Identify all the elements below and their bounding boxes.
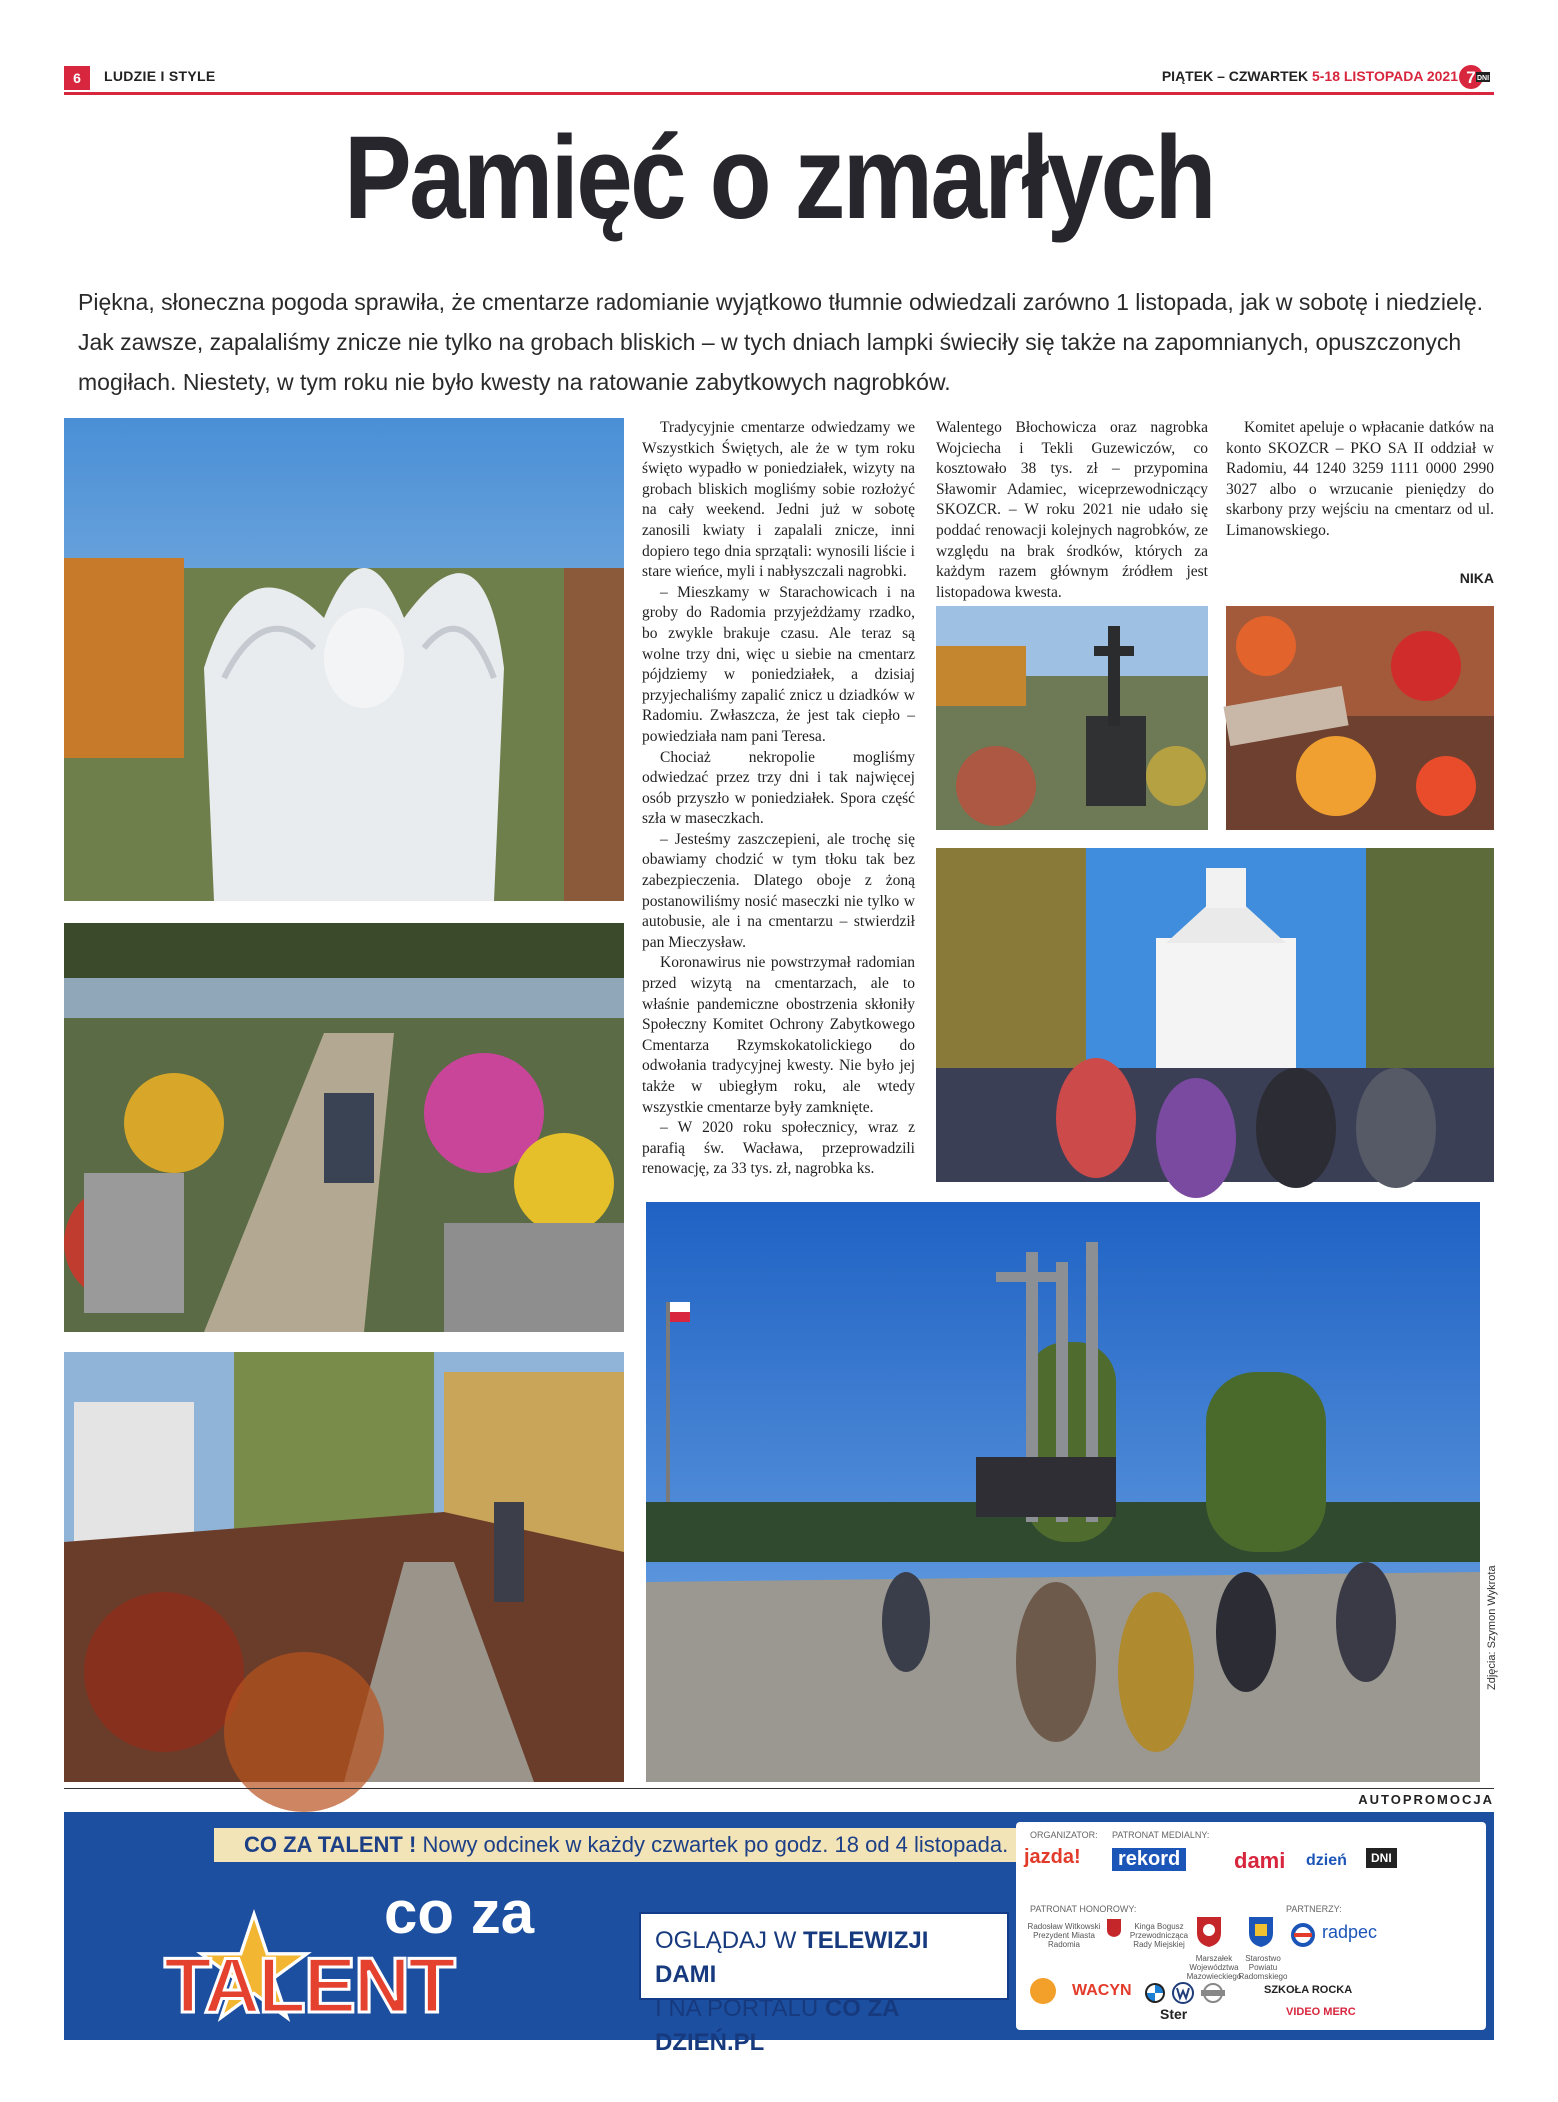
logo-dni-text: DNI [1476,75,1490,82]
photo-lighting-candles [1226,606,1494,830]
banner-top-bar [214,1828,1074,1862]
date-prefix: PIĄTEK – CZWARTEK [1161,68,1309,84]
logo-coza-jazda: jazda! [1024,1846,1081,1868]
byline: NIKA [1459,570,1494,586]
figure-icon [1028,1976,1058,2006]
header-rule [64,92,1494,95]
radpec-icon [1292,1924,1320,1946]
logo-video-merc: VIDEO MERC [1286,2006,1356,2018]
honorary-1: Radosław Witkowski Prezydent Miasta Radomia [1027,1922,1101,1949]
honorary-patron-label: PATRONAT HONOROWY: [1030,1904,1137,1914]
photo-memorial-candles [64,1352,624,1782]
article-column-1 [642,418,915,1180]
organizer-label: ORGANIZATOR: [1030,1830,1098,1840]
article-column-3 [1226,418,1494,542]
banner-watch-box [639,1912,1009,2056]
photo-angel-statue [64,418,624,901]
photo-crosses-monument-crowd [646,1202,1480,1782]
banner-watch-line-1: OGLĄDAJ W TELEWIZJI DAMI [655,1927,929,1988]
banner-top-thin: Nowy odcinek w każdy czwartek po godz. 18 od 4 listopada. [422,1832,1009,1857]
logo-wacyn: WACYN [1072,1982,1132,1999]
photo-cemetery-cross [936,606,1208,830]
svg-text:7: 7 [1466,68,1476,87]
sponsors-panel [1016,1822,1486,2030]
photo-cemetery-graves-candles [64,923,624,1332]
logo-radpec: radpec [1322,1922,1378,1942]
article-column-2 [936,418,1208,603]
banner-title-coza: co za [384,1879,535,1946]
autopromo-label: AUTOPROMOCJA [1358,1792,1494,1807]
photo-chapel-crowd [936,848,1494,1182]
honorary-2: Kinga Bogusz Przewodnicząca Rady Miejskiej [1129,1922,1189,1949]
banner-top-strong: CO ZA TALENT ! [244,1832,417,1857]
article-paragraph: Komitet apeluje o wpłacanie datków na konto SKOZCR – PKO SA II oddział w Radomiu, 44 1240 3259 1111 0000 2990 3027 albo o wrzucanie pieniędzy do skarbony przy wejściu na cmentarz od ul. Limanowskiego. [1226,419,1494,539]
bmw-icon [1144,1982,1166,2004]
date-range: 5-18 LISTOPADA 2021 [1311,68,1458,84]
article-paragraph: Koronawirus nie powstrzymał radomian przed wizytą na cmentarzach, ale to właśnie pandemiczne obostrzenia skłoniły Społeczny Komitet Ochrony Zabytkowego Cmentarza Rzymskokatolickiego do odwołania tradycyjnej kwesty. Nie było jej także w ubiegłym roku, ale wtedy wszystkie cmentarze były zamknięte. [642,954,915,1116]
section-label: LUDZIE I STYLE [104,68,216,84]
crest-icon [1106,1918,1122,1938]
7dni-logo [1458,64,1490,90]
powiat-crest-icon [1248,1916,1274,1948]
bottom-rule [64,1788,1494,1789]
logo-coza-dzien: dzień [1306,1852,1347,1869]
article-paragraph: – Jesteśmy zaszczepieni, ale trochę się obawiamy chodzić w tym tłoku tak bez zabezpieczenia. Dlatego oboje z żoną postanowiliśmy nosić maseczki nie tylko w autobusie, ale i na cmentarzu – stwierdził pan Mieczysław. [642,830,915,951]
article-paragraph: Tradycyjnie cmentarze odwiedzamy we Wszystkich Świętych, ale że w tym roku święto wypadło w poniedziałek, wizyty na grobach bliskich mogliśmy sobie rozłożyć na cały weekend. Jedni już w sobotę zanosili kwiaty i zapalali znicze, inni dopiero tego dnia sprzątali: wynosili liście i stare wieńce, myli i nabłyszczali nagrobki. [642,419,915,581]
logo-szkola-rocka: SZKOŁA ROCKA [1264,1984,1353,1996]
article-paragraph: Walentego Błochowicza oraz nagrobka Wojciecha i Tekli Guzewiczów, co kosztowało 38 tys. zł – przypomina Sławomir Adamiec, wiceprzewodniczący SKOZCR. – W roku 2021 nie udało się poddać renowacji kolejnych nagrobków, ze względu na brak środków, których za każdym razem głównym źródłem jest listopadowa kwesta. [936,419,1208,601]
nissan-icon [1200,1982,1226,2004]
mazowsze-crest-icon [1196,1916,1222,1948]
media-patron-label: PATRONAT MEDIALNY: [1112,1830,1210,1840]
photo-credit: Zdjęcia: Szymon Wykrota [1486,1565,1498,1690]
article-paragraph: – Mieszkamy w Starachowicach i na groby do Radomia przyjeżdżamy rzadko, bo zwykle brakuje czasu. Ale teraz są wolne trzy dni, więc u siebie na cmentarz pójdziemy w poniedziałek, a dzisiaj przyjechaliśmy zapalić znicz u dziadków w Radomiu. Zwłaszcza, że jest tak ciepło – powiedziała nam pani Teresa. [642,583,915,745]
logo-ster: Ster [1160,2006,1188,2022]
logo-rekord: rekord [1112,1848,1186,1871]
banner-title-talent: TALENT [164,1941,454,2029]
honorary-4: Starostwo Powiatu Radomskiego [1238,1954,1288,1981]
partners-label: PARTNERZY: [1286,1904,1342,1914]
headline: Pamięć o zmarłych [344,112,1214,244]
honorary-3: Marszałek Województwa Mazowieckiego [1186,1954,1242,1981]
logo-dami: dami [1234,1848,1286,1873]
logo-7dni: DNI [1366,1848,1397,1868]
article-paragraph: – W 2020 roku społecznicy, wraz z parafią św. Wacława, przeprowadzili renowację, za 33 tys. zł, nagrobka ks. [642,1119,915,1178]
lead-paragraph: Piękna, słoneczna pogoda sprawiła, że cmentarze radomianie wyjątkowo tłumnie odwiedzali zarówno 1 listopada, jak w sobotę i niedzielę. Jak zawsze, zapalaliśmy znicze nie tylko na grobach bliskich – w tych dniach lampki świeciły się także na zapomnianych, opuszczonych mogiłach. Niestety, w tym roku nie było kwesty na ratowanie zabytkowych nagrobków. [78,289,1484,395]
article-paragraph: Chociaż nekropolie mogliśmy odwiedzać przez trzy dni i tak najwięcej osób przyszło w poniedziałek. Spora część szła w maseczkach. [642,748,915,828]
page-number: 6 [64,66,90,90]
vw-icon [1172,1982,1194,2004]
banner-watch-line-2: I NA PORTALU CO ZA DZIEŃ.PL [655,1995,899,2056]
issue-date [1162,68,1458,84]
